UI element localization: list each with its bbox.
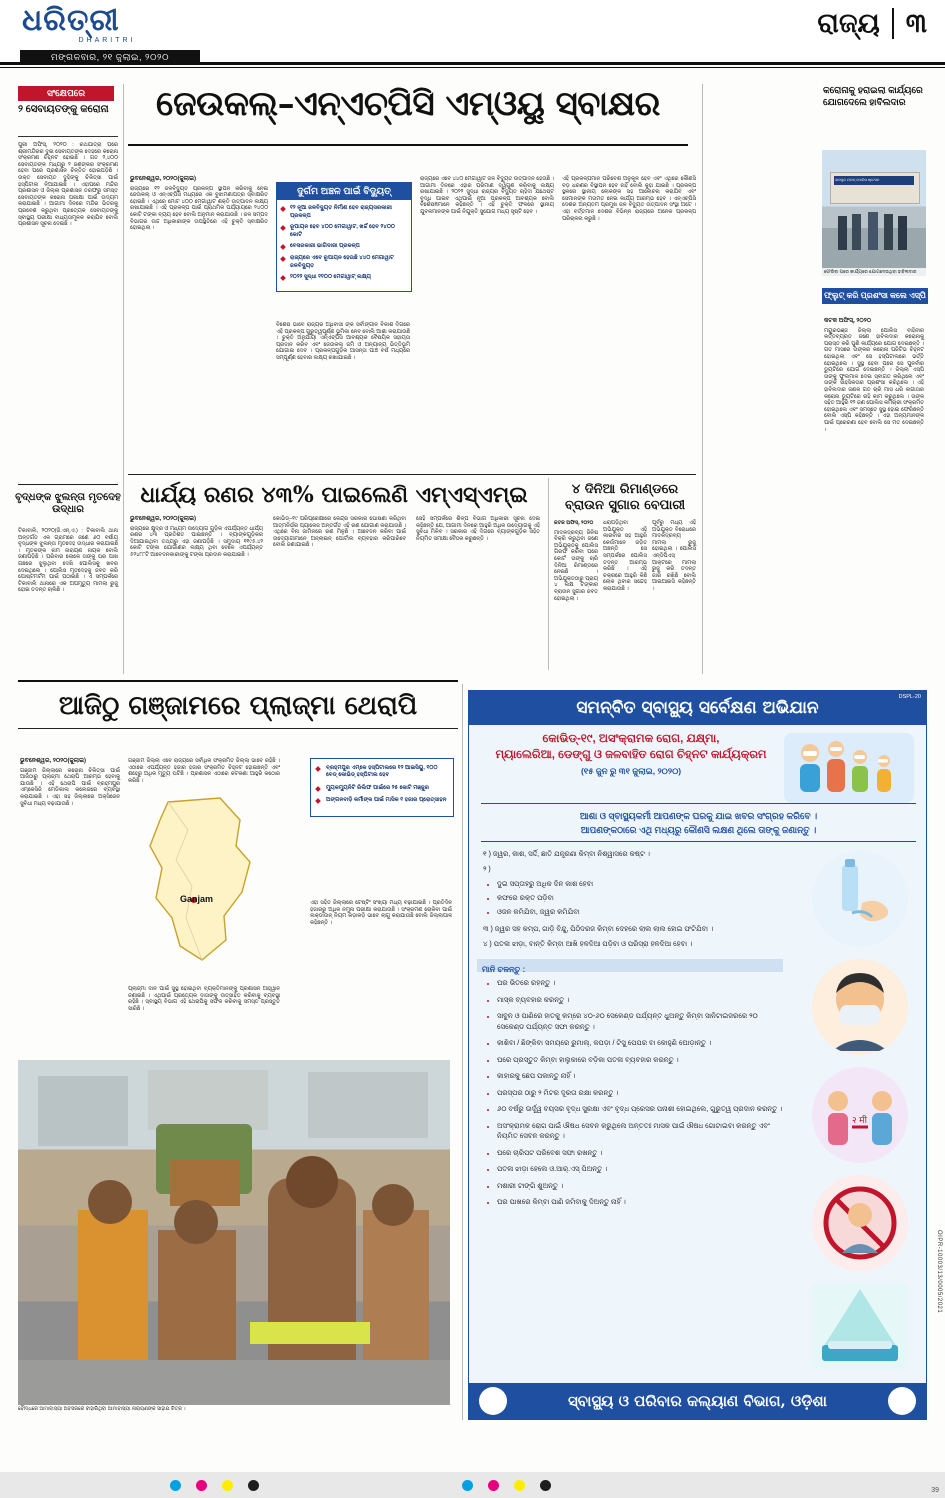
brief2-headline: ବୃଦ୍ଧଙ୍କ ଝୁଲନ୍ତା ମୃତଦେହ ଉଦ୍ଧାର — [15, 492, 121, 515]
list-item: • ପତଳା ଝାଡ଼ା ହେଲେ ଓ.ଆର୍.ଏସ୍ ପିଅନ୍ତୁ । — [497, 1165, 783, 1176]
list-item: • ଓଜନ କମିଯିବା, ଜ୍ୱର କମିଯିବା — [497, 907, 783, 918]
list-item: • ମଶାରୀ ଟାଙ୍ଗି ଶୁଅନ୍ତୁ । — [497, 1182, 783, 1193]
rail-box-title: ଫ୍ଲୁଟ୍ କରି ପ୍ରଶଂସା କଲେ ଏସ୍‌ପି — [823, 289, 927, 303]
lead-column-3: ରାଜ୍ୟରେ ଏବେ ୪୪୦ ମେଗାୱାଟ ଜଳ ବିଦ୍ୟୁତ ଉତ୍ପାଦନ ହେଉଛି । ଆଗାମୀ ଦିନରେ ଏହାର ପରିମାଣ ଦ୍ୱିଗୁଣ କରିବାକୁ ଲକ୍ଷ୍ୟ ରଖାଯାଇଛି । ୨୦୨୨ ସୁଦ୍ଧା ରାଜ୍ୟର ବିଦ୍ୟୁତ ଚାହିଦା ଯଥେଷ୍ଟ ବୃଦ୍ଧି ପାଇବ ଏଥିପାଇଁ ନୂଆ ପ୍ରକଳ୍ପ ଆବଶ୍ୟକ ବୋଲି ବିଶେଷଜ୍ଞମାନେ କହିଛନ୍ତି । ଏହି ଚୁକ୍ତି ଫଳରେ ସ୍ଥାନୀୟ ଯୁବକମାନଙ୍କ ପାଇଁ ନିଯୁକ୍ତି ସୁଯୋଗ ମଧ୍ୟ ସୃଷ୍ଟି ହେବ । — [420, 176, 554, 215]
symptom-item — [483, 924, 783, 935]
govt-logo-left — [479, 1387, 507, 1415]
reg-dot-magenta-2 — [488, 1480, 499, 1491]
column-rule-1 — [123, 84, 124, 674]
list-item: • କାହାରକୁ ଛେପ ପକାନ୍ତୁ ନାହିଁ । — [497, 1072, 783, 1083]
logo-text: ଧରିତ୍ରୀ — [22, 3, 120, 38]
section-name: ରାଜ୍ୟ — [817, 8, 880, 39]
callout-list — [311, 759, 453, 816]
masthead-rule-thin — [0, 67, 945, 68]
ganjam-map — [128, 790, 280, 980]
masked-person-icon — [812, 959, 908, 1055]
date-bar: ମଙ୍ଗଳବାର, ୨୧ ଜୁଲାଇ, ୨୦୨୦ — [20, 50, 200, 64]
list-item: ୨୦୨୨ ସୁଦ୍ଧା ୧୧୦୦ ମେଗାୱାଟ୍ ଲକ୍ଷ୍ୟ — [290, 274, 407, 282]
procession-photo-caption: ବୌଦ୍ଧରେ ଆମାବାସ୍ୟା ଅବସରରେ ବାହାରିଥିବା ଆମାବାସ୍ୟା ନାରାୟଣଙ୍କ ସାହାଯ ଚିତ୍ର । — [18, 1406, 186, 1412]
msme-headline: ଧାର୍ଯ୍ୟ ରଣର ୪୩% ପାଇଲେଣି ଏମ୍‌ଏସ୍‌ଏମ୍‌ଇ — [140, 482, 528, 508]
ad-divider-1 — [481, 803, 916, 804]
ad-red-line-2: ମ୍ୟାଲେରିଆ, ଡେଙ୍ଗୁ ଓ ଜଳବାହିତ ରୋଗ ଚିହ୍ନଟ କାର୍ଯ୍ୟକ୍ରମ — [495, 749, 767, 761]
list-item: • ସାବୁନ ଓ ପାଣିରେ ହାତକୁ କମ୍‌ରେ ୪୦-୬୦ ସେକେଣ୍ଡ ପର୍ଯ୍ୟନ୍ତ ଧୁଅନ୍ତୁ କିମ୍ବା ସାନିଟାଇଜରରେ ୨୦ ସେକେଣ୍ଡ ପର୍ଯ୍ୟନ୍ତ ସଫା କରନ୍ତୁ । — [497, 1012, 783, 1033]
rail-dateline: କଟକ ଅଫିସ୍, ୨୦୨୦ — [824, 318, 872, 324]
rail-headline: କରୋନାକୁ ହରାଇଲା କାର୍ଯ୍ୟରେ ଯୋଗଦେଲେ ହାବିଲଦାର — [823, 85, 923, 107]
column-rule-3 — [548, 478, 549, 670]
ad-program-text — [481, 731, 781, 779]
procession-photo — [18, 1060, 450, 1405]
list-item: • ୬୦ ବର୍ଷରୁ ଊର୍ଦ୍ଧ୍ୱ ବୟସର ବୃଦ୍ଧ ସୁରକ୍ଷା ଏବଂ ବୃଦ୍ଧ ପ୍ରେସର ପନାଶୀ ହୋଇଥିଲେ, ଗୁରୁତ୍ୱ ପ୍ରଦାନ କରନ୍ତୁ । — [497, 1105, 783, 1116]
brief-rule — [18, 136, 118, 137]
ganjam-callout-box — [310, 758, 454, 817]
map-label: Ganjam — [180, 894, 214, 904]
brownsugar-column-2: ଧରାପଡ଼ିଥିବା ଅଭିଯୁକ୍ତ ଏହି କାରବାର ସହ ଆହୁରି କେଉଁମାନେ ଜଡ଼ିତ ଅଛନ୍ତି ସେ ସମ୍ପର୍କରେ ପୋଲିସ ତଦନ୍ତ ଆରମ୍ଭ କରିଛି । ଏହି ଚକ୍ରରେ ଆହୁରି କିଛି ଲୋକ ଥିବାର ସନ୍ଦେହ କରାଯାଉଛି । — [603, 520, 647, 592]
rail-box-body: କଟକ ଅଫିସ୍, ୨୦୨୦ ମୟୁରଭଞ୍ଜ ଜିଲ୍ଲା ପୋଲିସ ବାହିନୀର କର୍ତ୍ତବ୍ୟରତ ଜଣେ ହାବିଲଦାର କରୋନାକୁ ପରାସ୍ତ କରି ପୁଣି କାର୍ଯ୍ୟରେ ଯୋଗ ଦେଇଛନ୍ତି । ଗତ ମାସରେ ତାଙ୍କର କରୋନା ପଜିଟିଭ ଚିହ୍ନଟ ହୋଇଥିଲା ଏବଂ ସେ ହସ୍ପିଟାଲରେ ଭର୍ତ୍ତି ହୋଇଥିଲେ । ସୁସ୍ଥ ହେବା ପରେ ସେ ପୁନର୍ବାର ଡ୍ୟୁଟିରେ ଯୋଗ ଦେଇଛନ୍ତି । ଜିଲ୍ଲା ଏସ୍‌ପି ତାଙ୍କୁ ଫୁଲମାଳ ଦେଇ ସ୍ବାଗତ କରିଥିଲେ ଏବଂ ତାଙ୍କ ସାହସିକତାର ପ୍ରଶଂସା କରିଥିଲେ । ଏହି ହାବିଲଦାର ଜଣକ ଗତ ଚାରି ମାସ ଧରି ଲଗାତାର କରୋନା ଡ୍ୟୁଟିରେ ରହି କାମ କରୁଥିଲେ । ତାଙ୍କ ସହିତ ଆହୁରି ୧୨ ଜଣ ପୋଲିସ କର୍ମଚାରୀ ସଂକ୍ରମିତ ହୋଇଥିଲେ ଏବଂ ସମସ୍ତେ ସୁସ୍ଥ ହୋଇ ଫେରିଛନ୍ତି ବୋଲି ଏସ୍‌ପି କହିଛନ୍ତି । ଏହା ଅନ୍ୟମାନଙ୍କ ପାଇଁ ପ୍ରେରଣା ହେବ ବୋଲି ସେ ମତ ଦେଇଛନ୍ତି । — [824, 318, 924, 433]
msme-column-2: କୋଭିଡ୍–୧୯ ପରିପ୍ରେକ୍ଷୀରେ କେନ୍ଦ୍ର ସରକାର ଘୋଷଣା କରିଥିବା ଆତ୍ମନିର୍ଭର ପ୍ୟାକେଜ ଅନ୍ତର୍ଗତ ଏହି ରଣ ଯୋଗାଣ କରାଯାଉଛି । ଏଥିରେ ବିନା ଜାମିନରେ ରଣ ମିଳୁଛି । ଆବେଦନ କରିବା ପାଇଁ ଉଦ୍ୟୋଗୀମାନେ ଅନ୍‌ଲାଇନ୍ ପୋର୍ଟାଲ ବ୍ୟବହାର କରିପାରିବେ ବୋଲି ଜଣାଯାଇଛି । — [273, 516, 406, 549]
brownsugar-headline: ୪ ଦିନିଆ ରିମାଣ୍ଡରେ ବ୍ରାଉନ ସୁଗାର ବେପାରୀ — [564, 482, 686, 513]
mosquito-net-illustration — [812, 1283, 908, 1369]
ad-subtext — [481, 809, 916, 837]
ad-do-band — [477, 959, 783, 972]
symptom-text: ଜ୍ୱର, କାଶ, ସର୍ଦ୍ଦି, ଛାତି ଯନ୍ତ୍ରଣା କିମ୍ବା ନିଶ୍ୱାସରେ କଷ୍ଟ । — [492, 851, 650, 858]
column-rule-4 — [462, 684, 463, 1420]
distance-illustration — [812, 1067, 908, 1163]
brownsugar-dateline: କଟକ ଅଫିସ୍, ୨୦୨୦ — [554, 520, 594, 526]
symptom-number: ୪ ) — [483, 941, 492, 948]
reg-dot-cyan — [170, 1480, 181, 1491]
list-item: • ଅସଂକ୍ରାମକ ରୋଗ ପାଇଁ ଔଷଧ ସେବନ କରୁଥିଲେ ଅନ୍ତତଃ ମାସକ ପାଇଁ ଔଷଧ ଗୋଟାଇବା କରନ୍ତୁ ଏବଂ ନିୟମିତ ସେବନ କରନ୍ତୁ । — [497, 1122, 783, 1143]
ganjam-rule — [18, 728, 458, 729]
electricity-box — [276, 182, 412, 292]
electricity-box-list — [277, 200, 411, 291]
section-header — [817, 8, 927, 40]
ad-divider-2 — [481, 841, 916, 842]
logo-subtext: DHARITRI — [78, 37, 136, 44]
ad-sub-line-2: ଆପଣଙ୍କଠାରେ ଏଥି ମଧ୍ୟରୁ କୌଣସି ଲକ୍ଷଣ ଥିଲେ ତାଙ୍କୁ ଜଣାନ୍ତୁ । — [580, 825, 817, 835]
svg-text:२ मी: २ मी — [852, 1115, 867, 1125]
ganjam-dateline: ଭୁବନେଶ୍ୱର, ୨୦୨୦(ଜୁଲାଇ) — [20, 758, 86, 764]
ad-header — [469, 691, 926, 725]
reg-dot-yellow-2 — [514, 1480, 525, 1491]
police-station-sign: ଜାଜପୁର ଟାଉନ୍ ପୋଲିସ ଷ୍ଟେସନ — [835, 178, 880, 182]
ganjam-column-2-top: ଗଞ୍ଜାମ ଜିଲ୍ଲା ଏବେ ରାଜ୍ୟରେ ସର୍ବାଧିକ ସଂକ୍ରମିତ ଜିଲ୍ଲା ଭାବେ ରହିଛି । ଏଠାରେ ଏପର୍ଯ୍ୟନ୍ତ ହଜାର ହଜାର ସଂକ୍ରମିତ ଚିହ୍ନଟ ହୋଇଛନ୍ତି ଏବଂ ଶହେରୁ ଅଧିକ ମୃତ୍ୟୁ ଘଟିଛି । ପ୍ରଶାସନ ଏଠାରେ କଟକଣା ଆହୁରି କଠୋର କରିଛି । — [128, 758, 280, 784]
list-item: • କଫରେ ରକ୍ତ ପଡ଼ିବା — [497, 893, 783, 904]
map-svg — [128, 790, 280, 980]
list-item: • କାଶିବା / ଛିଙ୍କିବା ସମୟରେ ରୁମାଲ୍, କପଡ଼ା / ଟିସୁ ପେପର ବା କୋହୁଣି ଘୋଡ଼ାନ୍ତୁ । — [497, 1039, 783, 1050]
list-item: • ଘର ଭିତରେ ରହନ୍ତୁ । — [497, 979, 783, 990]
msme-column-1: ଭୁବନେଶ୍ୱର, ୨୦୨୦(ଜୁଲାଇ) ରାଜ୍ୟରେ କ୍ଷୁଦ୍ର ଓ ମଧ୍ୟମ ଉଦ୍ୟୋଗ ଗୁଡ଼ିକ ଏପର୍ଯ୍ୟନ୍ତ ଧାର୍ଯ୍ୟ ରଣର ୪୩ ପ୍ରତିଶତ ପାଇଛନ୍ତି । ବ୍ୟାଙ୍କଗୁଡ଼ିକର ଦିଆଯାଇଥିବା ତଥ୍ୟରୁ ଏହା ଜଣାପଡ଼ିଛି । ସମୁଦାୟ ୧୧୯୫.୪୨ କୋଟି ଟଙ୍କା ଯୋଗାଣର ଲକ୍ଷ୍ୟ ଥିବା ବେଳେ ଏପର୍ଯ୍ୟନ୍ତ ୫୨୪୮୮ଟି ଆବେଦନକାରୀଙ୍କୁ ଟଙ୍କା ପ୍ରଦାନ କରାଯାଇଛି । — [130, 516, 263, 558]
rail-box — [822, 288, 928, 304]
mask-man-illustration — [812, 959, 908, 1055]
family-illustration — [784, 733, 914, 803]
list-item: ଅଙ୍ଗନବାଡ଼ି କର୍ମୀଙ୍କ ପାଇଁ ମାସିକ ୧ ହଜାର ପ୍ରୋତ୍ସାହନ — [326, 797, 447, 804]
lead-column-2: ବିଶେଷ ଭାବେ ରାଜ୍ୟର ଅଧିବାସୀ ଙ୍କ ସର୍ବାଙ୍ଗୀନ ବିକାଶ ଦିଗରେ ଏହି ପ୍ରକଳ୍ପ ଗୁରୁତ୍ୱପୂର୍ଣ୍ଣ ଭୂମିକା ନେବ ବୋଲି ଆଶା କରାଯାଉଛି । ଚୁକ୍ତି ଅନୁଯାୟୀ ଏନ୍‌ଏଚ୍‌ପିସି ଆବଶ୍ୟକ ବୈଷୟିକ ସହାୟତା ପ୍ରଦାନ କରିବ ଏବଂ ଜେଉକଲ୍ ଜମି ଓ ଅନ୍ୟାନ୍ୟ ଭିତ୍ତିଭୂମି ଯୋଗାଇ ଦେବ । ପ୍ରକଳ୍ପଗୁଡ଼ିକ ଆସନ୍ତା ପାଞ୍ଚ ବର୍ଷ ମଧ୍ୟରେ ସମ୍ପୂର୍ଣ୍ଣ ହେବାର ଲକ୍ଷ୍ୟ ରଖାଯାଇଛି । — [276, 322, 410, 361]
symptom-item — [483, 864, 783, 875]
list-item: ରୂପାୟନ ହେବ ୪୦୦ ମେଗାୱାଟ, ଖର୍ଚ୍ଚ ହେବ ୨୪୦୦ କୋଟି — [290, 224, 407, 239]
list-item: • ମାସ୍କ ବ୍ୟବହାର କରନ୍ତୁ । — [497, 996, 783, 1007]
symptom-number: ୩ ) — [483, 926, 493, 933]
symptom-text: ପତଳା ଝାଡ଼ା, ବାନ୍ତି କିମ୍ବା ଆଖି ହଳଦିଆ ପଡ଼ିବା ଓ ପରିସ୍ରା ହଳଦିଆ ହେବା । — [493, 941, 693, 948]
symptom-text: ଜ୍ୱର ସହ କମ୍ପ, ଗାଡ଼ି ବିନ୍ଦୁ, ପିଠିଦରଜ କିମ୍ବା ଦେହରେ ଲାଲ ଲାଲ ହୋଇ ଫଟିଯିବା । — [494, 926, 714, 933]
ganjam-column-1: ଭୁବନେଶ୍ୱର, ୨୦୨୦(ଜୁଲାଇ) ଗଞ୍ଜାମ ଜିଲ୍ଲାରେ କରୋନା ଚିକିତ୍ସା ପାଇଁ ଆଜିଠାରୁ ପ୍ଲାଜ୍ମା ଥେରାପି ଆରମ୍ଭ ହେବାକୁ ଯାଉଛି । ଏହି ଥେରାପି ପାଇଁ ବ୍ରହ୍ମପୁର ଏମ୍‌କେସିଜି ମେଡିକାଲ କଲେଜରେ ବ୍ୟବସ୍ଥା କରାଯାଇଛି । ଏହା ସହ ଜିଲ୍ଲାରେ ଅକ୍ସିଜେନ ସୁବିଧା ମଧ୍ୟ ବଢ଼ାଯାଉଛି । — [20, 758, 120, 807]
symptom-sublist — [497, 879, 783, 918]
newspaper-logo — [22, 3, 192, 50]
masthead-rule — [0, 62, 945, 65]
ad-footer-text: ସ୍ବାସ୍ଥ୍ୟ ଓ ପରିବାର କଲ୍ୟାଣ ବିଭାଗ, ଓଡ଼ିଶା — [568, 1392, 827, 1410]
lead-dateline: ଭୁବନେଶ୍ୱର, ୨୦୨୦(ଜୁଲାଇ) — [130, 176, 196, 182]
list-item: • ଘର ପାଖରେ କିମ୍ବା ପାଣି ଜମିବାକୁ ଦିଅନ୍ତୁ ନାହିଁ । — [497, 1198, 783, 1209]
column-rule-2 — [702, 84, 703, 674]
sidebar-divider — [18, 484, 118, 485]
reg-dot-yellow — [222, 1480, 233, 1491]
ad-do-list — [483, 979, 783, 1215]
registration-page-number: 39 — [931, 1487, 939, 1494]
prohibition-icon — [812, 1175, 908, 1271]
bed-net-icon — [812, 1283, 908, 1369]
brief2-body: ଟିକାବାଲି, ୨୦୨୦(ଜି.ଏନ୍.ଏ.) : ଟିକାବାଲି ଥାନା ଅନ୍ତର୍ଗତ ଏକ ଗ୍ରାମରେ ଜଣେ ୬୦ ବର୍ଷୀୟ ବୃଦ୍ଧଙ୍କ ଝୁଲନ୍ତା ମୃତଦେହ ଉଦ୍ଧାର କରାଯାଇଛି । ମୃତକଙ୍କ ନାମ ନାରାୟଣ ନାୟକ ବୋଲି ଜଣାପଡ଼ିଛି । ପରିବାର ଲୋକେ ତାଙ୍କୁ ଘର ପାଖ ଗଛରେ ଝୁଲୁଥିବା ଦେଖି ପୋଲିସକୁ ଖବର ଦେଇଥିଲେ । ପୋଲିସ ମୃତଦେହକୁ ଜବତ କରି ପୋଷ୍ଟମର୍ଟମ ପାଇଁ ପଠାଇଛି । ଏ ସମ୍ପର୍କରେ ଟିକାବାଲି ଥାନାରେ ଏକ ଅପମୃତ୍ୟୁ ମାମଲା ରୁଜୁ ହୋଇ ତଦନ୍ତ ଚାଲିଛି । — [18, 528, 118, 594]
list-item: • ଦୁଇ ସପ୍ତାହରୁ ଅଧିକ ଦିନ କାଶ ହେବା — [497, 879, 783, 890]
reg-dot-black — [248, 1480, 259, 1491]
color-registration-bar — [0, 1472, 945, 1498]
list-item: ମ୍ୟୁକମ୍ୟୁନିଟି ରିଲିଫ ପାଇଁରେ ୨୫ କୋଟି ମଞ୍ଜୁର — [326, 785, 448, 792]
symptom-number: ୧ ) — [483, 851, 491, 858]
ad-footer — [469, 1383, 926, 1419]
list-item: ବ୍ରହ୍ମପୁର ଏମ୍‌କେ ହସ୍ପିଟାଲରେ ୧୨ ଆଇସିୟୁ, ୧୦୦ ବେଡ୍ କୋଭିଡ୍ ହସ୍ପିଟାଲ ହେବ — [326, 765, 448, 780]
mid-divider — [128, 474, 696, 475]
symptom-item — [483, 849, 783, 860]
ad-title: ସମନ୍ବିତ ସ୍ବାସ୍ଥ୍ୟ ସର୍ବେକ୍ଷଣ ଅଭିଯାନ — [576, 698, 819, 718]
page-number: ୩ — [892, 8, 927, 39]
ad-code: DSPL-20 — [898, 694, 921, 700]
ganjam-column-2-bottom: ପ୍ଲାଜ୍ମା ଦାନ ପାଇଁ ସୁସ୍ଥ ହୋଇଥିବା ବ୍ୟକ୍ତିମାନଙ୍କୁ ପ୍ରଶାସନ ଆହ୍ୱାନ ଜଣାଇଛି । ଏଥିପାଇଁ ପ୍ରତ୍ୟେକ ଦାତାଙ୍କୁ ଉତ୍ସାହିତ କରିବାକୁ ବ୍ୟବସ୍ଥା ରହିଛି । ସ୍ବାସ୍ଥ୍ୟ ବିଭାଗ ଏହି ଥେରାପିକୁ ସଫଳ କରିବାକୁ ସମସ୍ତ ପ୍ରସ୍ତୁତି ସାରିଛି । — [128, 986, 280, 1012]
lead-headline: ଜେଉକଲ୍‌–ଏନ୍‌ଏଚ୍‌ପିସି ଏମ୍‌ଓୟୁ ସ୍ବାକ୍ଷର — [156, 84, 660, 124]
msme-dateline: ଭୁବନେଶ୍ୱର, ୨୦୨୦(ଜୁଲାଇ) — [130, 516, 196, 522]
brief-body: ପୁରୀ ଅଫିସ୍, ୨୦୨୦ : ରଥଯାତ୍ରା ପରେ ଶ୍ରୀମନ୍ଦିରର ଦୁଇ ସେବାୟତଙ୍କ ଦେହରେ କରୋନା ସଂକ୍ରମଣ ଚିହ୍ନଟ ହୋଇଛି । ଗତ ୨,୪୦୦ ସେବାୟତଙ୍କ ମଧ୍ୟରୁ ୨ ଜଣଙ୍କର ସଂକ୍ରମଣ ହେବା ପରେ ପ୍ରଶାସନ ଚିନ୍ତିତ ହୋଇପଡ଼ିଛି । ଉକ୍ତ ସେବାୟତ ଦୁହିଙ୍କୁ ଚିକିତ୍ସା ପାଇଁ ହସ୍ପିଟାଲ ନିଆଯାଇଛି । ଏହାପରେ ମନ୍ଦିର ପ୍ରଶାସନ ଓ ଜିଲ୍ଲା ପ୍ରଶାସନ ତରଫରୁ ସମସ୍ତ ସେବାୟତଙ୍କ କରୋନା ପରୀକ୍ଷା ପାଇଁ ଉଦ୍ୟମ କରାଯାଇଛି । ଆଗାମୀ ଦିନରେ ମନ୍ଦିର ଭିତରକୁ ପ୍ରବେଶ କରୁଥିବା ପ୍ରତ୍ୟେକ ସେବାୟତଙ୍କୁ ସ୍ବାସ୍ଥ୍ୟ ପରୀକ୍ଷା ବାଧ୍ୟତାମୂଳକ କରାଯିବ ବୋଲି ପ୍ରଶାସନ ସୂଚନା ଦେଇଛି । — [18, 142, 118, 228]
lead-column-4: ଏହି ପ୍ରକଳ୍ପମାନ ପରିବେଶ ଅନୁକୂଳ ହେବ ଏବଂ ଏଥିରେ କୌଣସି ବଡ଼ ଧରଣର ବିସ୍ଥାପନ ହେବ ନାହିଁ ବୋଲି କୁହା ଯାଇଛି । ପ୍ରକଳ୍ପ ସ୍ଥଳରେ ସ୍ଥାନୀୟ ଲୋକଙ୍କ ସହ ଆଲୋଚନା କରାଯିବ ଏବଂ ସେମାନଙ୍କ ମତାମତ ନେଇ କାର୍ଯ୍ୟ ଆରମ୍ଭ ହେବ । ଏନ୍‌ଏଚ୍‌ପିସି ଦେଶର ଅନ୍ୟତମ ପ୍ରମୁଖ ଜଳ ବିଦ୍ୟୁତ ଉତ୍ପାଦନ ସଂସ୍ଥା ଅଟେ । ଏହା ବର୍ତ୍ତମାନ ଦେଶର ବିଭିନ୍ନ ରାଜ୍ୟରେ ଅନେକ ପ୍ରକଳ୍ପ ପରିଚାଳନା କରୁଛି । — [562, 176, 696, 222]
ganjam-headline: ଆଜିଠୁ ଗଞ୍ଜାମରେ ପ୍ଲାଜ୍ମା ଥେରାପି — [58, 691, 418, 721]
handwash-icon — [812, 851, 908, 947]
masthead — [0, 0, 945, 62]
family-icon — [784, 733, 914, 803]
electricity-box-title: ଦୁର୍ଗମ ଅଞ୍ଚଳ ପାଇଁ ବିଦ୍ୟୁତ୍ — [277, 183, 411, 200]
lead-column-1: ଭୁବନେଶ୍ୱର, ୨୦୨୦(ଜୁଲାଇ) ରାଜ୍ୟରେ ୧୨ ଜଳବିଦ୍ୟୁତ ପ୍ରକଳ୍ପ ସ୍ଥାପନ କରିବାକୁ ନେଇ ଜେଉକଲ୍ ଓ ଏନ୍‌ଏଚ୍‌ପିସି ମଧ୍ୟରେ ଏକ ବୁଝାମଣାପତ୍ର ସ୍ବାକ୍ଷରିତ ହୋଇଛି । ଏଥିରେ ମୋଟ ୪୦୦ ମେଗାୱାଟ ଶକ୍ତି ଉତ୍ପାଦନ ଲକ୍ଷ୍ୟ ରଖାଯାଇଛି । ଏହି ପ୍ରକଳ୍ପ ପାଇଁ ପ୍ରାଥମିକ ପର୍ଯ୍ୟାୟରେ ୨୪୦୦ କୋଟି ଟଙ୍କା ବ୍ୟୟ ହେବ ବୋଲି ଅନୁମାନ କରାଯାଉଛି । ଜଳ ସମ୍ପଦ ବିଭାଗର ଉଚ୍ଚ ଅଧିକାରୀଙ୍କ ଉପସ୍ଥିତିରେ ଏହି ଚୁକ୍ତି ସ୍ବାକ୍ଷରିତ ହୋଇଥିଲା । — [130, 176, 268, 232]
handwash-illustration — [812, 851, 908, 947]
ganjam-column-3: ଏହା ସହିତ ଜିଲ୍ଲାରେ ଟେଷ୍ଟିଂ ସଂଖ୍ୟା ମଧ୍ୟ ବଢ଼ାଯାଇଛି । ପ୍ରତିଦିନ ହଜାରରୁ ଅଧିକ ନମୁନା ପରୀକ୍ଷା କରାଯାଉଛି । ସଂକ୍ରମଣ ରୋକିବା ପାଇଁ ଲକ୍‌ଡାଉନ୍ ନିୟମ କଡ଼ାକଡ଼ି ଭାବେ ଲାଗୁ କରାଯାଉଛି ବୋଲି ଜିଲ୍ଲାପାଳ କହିଛନ୍ତି । — [310, 900, 452, 926]
ad-sub-line-1: ଆଶା ଓ ସ୍ବାସ୍ଥ୍ୟକର୍ମୀ ଆପଣଙ୍କ ଘରକୁ ଯାଇ ଖବର ସଂଗ୍ରହ କରିବେ । — [579, 811, 818, 821]
ad-red-line-3: (୧୫ ଜୁନ ରୁ ୩୧ ଜୁଲାଇ, ୨୦୨୦) — [580, 766, 682, 776]
list-item: • ଘରେ ଚାରିପଟ ପରିବେଶ ସଫା ରଖନ୍ତୁ । — [497, 1149, 783, 1160]
no-spit-illustration — [812, 1175, 908, 1271]
reg-dot-magenta — [196, 1480, 207, 1491]
ad-red-line-1: କୋଭିଡ୍-୧୯, ଅସଂକ୍ରାମକ ରୋଗ, ଯକ୍ଷ୍ମା, — [542, 733, 720, 745]
govt-logo-right — [888, 1387, 916, 1415]
list-item: • ପରସ୍ପର ଠାରୁ ୨ ମିଟର ଦୂରତା ରକ୍ଷା କରନ୍ତୁ । — [497, 1089, 783, 1100]
symptom-item — [483, 939, 783, 950]
ganjam-divider — [18, 680, 458, 682]
photo-caption: ଫେରିବା ପରେ କାର୍ଯ୍ୟରେ ଯୋଗଦେଉଥିବା ହାବିଲଦାର — [822, 268, 926, 276]
brownsugar-column-1: କଟକ ଅଫିସ୍, ୨୦୨୦ ମାଦକଦ୍ରବ୍ୟ ଜିନିଷ ବିକ୍ରି କରୁଥିବା ଜଣେ ଅଭିଯୁକ୍ତକୁ ପୋଲିସ ଗିରଫ କରିବା ପରେ କୋର୍ଟ ତାଙ୍କୁ ଚାରି ଦିନିଆ ରିମାଣ୍ଡରେ ନେଇଛି । ଅଭିଯୁକ୍ତଠାରୁ ପ୍ରାୟ ୪ ଲକ୍ଷ ଟଙ୍କାର ବ୍ରାଉନ ସୁଗାର ଜବତ ହୋଇଥିଲା । — [554, 520, 598, 602]
list-item: • ଘରେ ପ୍ରସ୍ତୁତ କିମ୍ବା ହାଲୁକାରେ ବଡ଼ିକା ପତଳା ବ୍ୟବହାର କରନ୍ତୁ । — [497, 1056, 783, 1067]
list-item: ରାଜ୍ୟରେ ଏବେ ରୂପାୟନ ହେଉଛି ୪୪୦ ମେଗାୱାଟ ଜଳବିଦ୍ୟୁତ — [290, 255, 407, 270]
social-distance-icon — [812, 1067, 908, 1163]
brief-headline: ୨ ସେବାୟତଙ୍କୁ କରୋନା — [18, 104, 109, 115]
symptom-number: ୨ ) — [483, 866, 491, 873]
lead-headline-rule — [128, 144, 688, 146]
police-photo — [822, 150, 926, 276]
ad-do-title: ମାନି ଚଳନ୍ତୁ : — [482, 965, 526, 974]
msme-column-3: ସେହି ସମ୍ପର୍କରେ ଶିଳ୍ପ ବିଭାଗ ଅଧିକାରୀ ସୂଚନା ଦେଇ କହିଛନ୍ତି ଯେ, ଆଗାମୀ ଦିନରେ ଆହୁରି ଅଧିକ ଉଦ୍ୟୋଗକୁ ଏହି ସୁବିଧା ମିଳିବ । ସରକାର ଏହି ଦିଗରେ ବ୍ୟାଙ୍କଗୁଡ଼ିକ ସହିତ ନିୟମିତ ସମୀକ୍ଷା ବୈଠକ କରୁଛନ୍ତି । — [416, 516, 540, 542]
ad-symptom-list — [483, 849, 783, 954]
list-item: ୧୨ ନୂଆ ଜଳବିଦ୍ୟୁତ ନିର୍ମାଣ ହେବ ରାଜ୍ୟସରକାରୀ ପ୍ରକଳ୍ପ — [290, 205, 407, 220]
health-advertisement — [468, 690, 927, 1420]
ad-side-code: OIPR-10003/13/0005/2021 — [936, 1230, 942, 1314]
brief-tag: ସଂକ୍ଷେପରେ — [18, 86, 114, 101]
list-item: ବେସରକାରୀ ଭାଗିଦାରୀ ପ୍ରକଳ୍ପ — [290, 243, 407, 251]
reg-dot-black-2 — [540, 1480, 551, 1491]
reg-dot-cyan-2 — [462, 1480, 473, 1491]
brownsugar-column-3: ପୂର୍ବରୁ ମଧ୍ୟ ଏହି ଅଭିଯୁକ୍ତ ବିରୋଧରେ ମାଦକଦ୍ରବ୍ୟ ମାମଲା ରୁଜୁ ହୋଇଥିଲା । ପୋଲିସ ଏନ୍‌ଡିପିଏସ୍ ଆକ୍ଟରେ ମାମଲା ରୁଜୁ କରି ତଦନ୍ତ ଜାରି ରଖିଛି ବୋଲି ଆଇଆଇସି କହିଛନ୍ତି । — [652, 520, 696, 592]
